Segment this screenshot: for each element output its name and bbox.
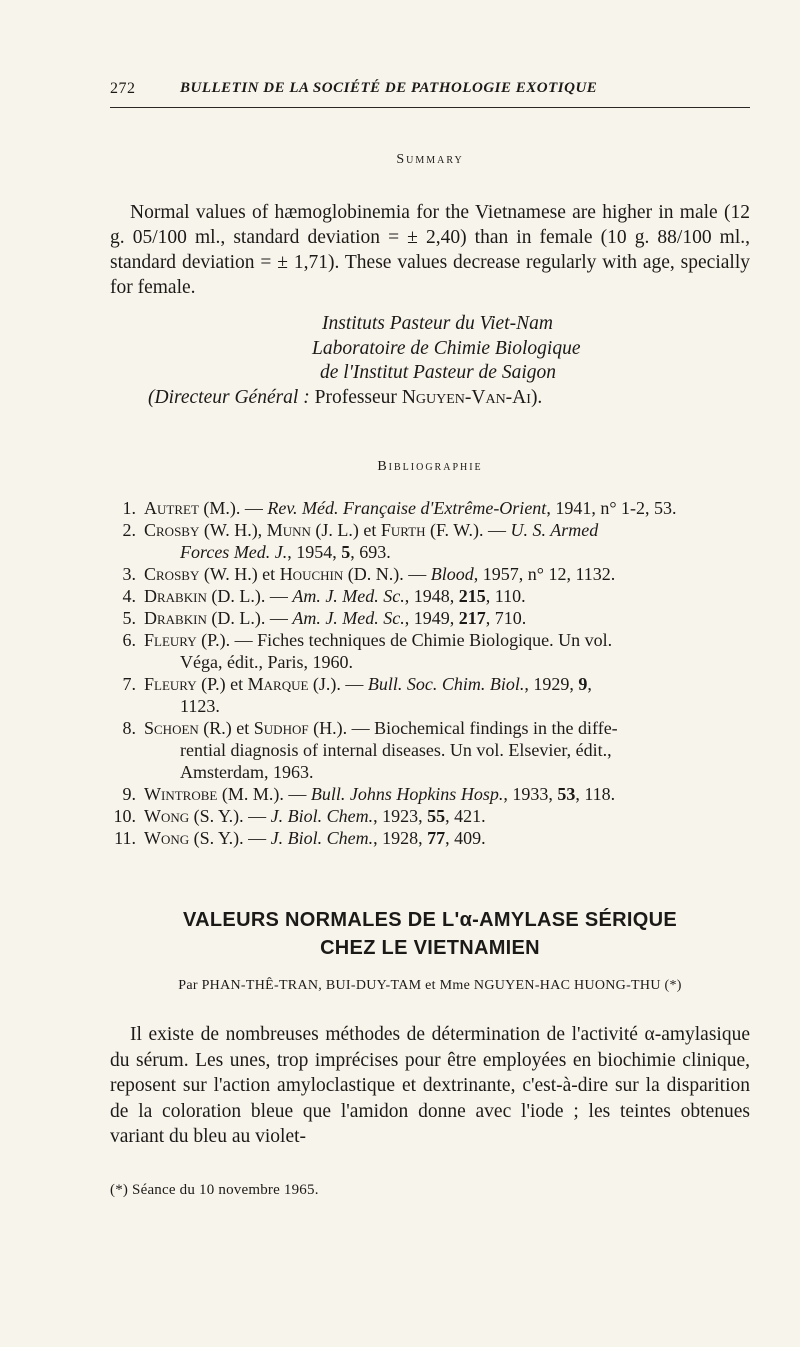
bib-item-7 [110,673,750,717]
bib-number: 11. [114,828,136,848]
bib-text: (D. L.). — [206,586,293,606]
summary-paragraph: Normal values of hæmoglobinemia for the Vietnamese are higher in male (12 g. 05/100 ml., standard deviation = ± 2,40) than in female (10 g. 88/100 ml., standard deviation = ± 1,71). These values decrease regularly with age, specially for female. [110,202,750,298]
director-name: Nguyen-Van-Ai [401,386,531,408]
bib-journal: J. Biol. Chem. [270,806,374,826]
bib-text: , 1949, [404,608,459,628]
director-suffix: ). [530,386,543,408]
bib-text: (M.). — [198,498,268,518]
article-body-paragraph: Il existe de nombreuses méthodes de détermination de l'activité α-amylasique du sérum. Les unes, trop imprécises pour être employées en biochimie clinique, reposent sur l'action amyloclastique et dextrinante, c'est-à-dire sur la disparition de la coloration bleue que l'amidon donne avec l'iode ; les teintes obtenues variant du bleu au violet- [110,1024,750,1147]
bib-item-8 [110,717,750,783]
bib-text: (W. H.) et [199,564,280,584]
summary-heading: Summary [396,152,464,167]
bib-text: , 409. [445,828,486,848]
bib-journal: U. S. Armed [510,520,599,540]
bib-volume: 215 [458,586,486,606]
header-rule [110,107,750,108]
affiliation-block [110,312,750,410]
affiliation-line-1: Instituts Pasteur du Viet-Nam [322,313,553,334]
bib-text: (P.). — Fiches techniques de Chimie Biologique. Un vol. [196,630,613,650]
bibliography-heading: Bibliographie [377,459,483,474]
bib-item-11 [110,827,750,849]
bib-item-10 [110,805,750,827]
bib-journal: Bull. Soc. Chim. Biol. [367,674,525,694]
bib-item-6 [110,629,750,673]
bib-author: Crosby [144,564,200,584]
bib-volume: 5 [341,542,351,562]
page-number: 272 [110,80,136,97]
bib-number: 10. [113,806,136,826]
bib-journal: Rev. Méd. Française d'Extrême-Orient [267,498,547,518]
article-title-line-2: CHEZ LE VIETNAMIEN [320,937,540,959]
affiliation-line-3: de l'Institut Pasteur de Saigon [320,362,556,383]
bib-volume: 77 [427,828,446,848]
bib-number: 9. [122,784,136,804]
article-title [110,906,750,962]
bib-number: 3. [122,564,136,584]
bib-volume: 55 [427,806,446,826]
bib-number: 1. [122,498,136,518]
bib-text: (D. N.). — [343,564,431,584]
bib-author: Munn [266,520,311,540]
bib-text: rential diagnosis of internal diseases. Un vol. Elsevier, édit., [180,740,612,760]
bib-text: , 421. [445,806,486,826]
bib-author: Furth [380,520,426,540]
bib-text: , 110. [485,586,526,606]
bib-number: 5. [122,608,136,628]
bibliography-list [110,497,750,849]
bib-item-5 [110,607,750,629]
bib-author: Wong [144,828,190,848]
bib-author: Marque [247,674,309,694]
bib-journal: Am. J. Med. Sc. [292,586,405,606]
bib-text: (H.). — Biochemical findings in the diffe- [308,718,618,738]
journal-title: BULLETIN DE LA SOCIÉTÉ DE PATHOLOGIE EXOTIQUE [180,80,598,96]
bib-journal: J. Biol. Chem. [270,828,374,848]
bib-text: (S. Y.). — [189,828,271,848]
bib-number: 2. [122,520,136,540]
bib-text: (F. W.). — [425,520,511,540]
bib-text: Véga, édit., Paris, 1960. [180,652,353,672]
bib-text: , [587,674,592,694]
bib-text: , 710. [485,608,527,628]
bib-number: 8. [122,718,136,738]
bib-text: , 1954, [287,542,342,562]
bib-text: , 1933, [503,784,558,804]
bib-author: Fleury [144,630,197,650]
bib-text: , 1957, n° 12, 1132. [473,564,616,584]
bib-text: 1123. [180,696,220,716]
running-head [110,78,750,104]
bib-item-3 [110,563,750,585]
bib-number: 6. [122,630,136,650]
bib-text: (M. M.). — [217,784,311,804]
bib-item-1 [110,497,750,519]
bib-volume: 217 [458,608,486,628]
bib-journal: Am. J. Med. Sc. [292,608,405,628]
bib-author: Crosby [144,520,200,540]
bib-text: (W. H.), [199,520,267,540]
bib-text: (P.) et [196,674,248,694]
bib-item-4 [110,585,750,607]
bib-text: , 693. [350,542,391,562]
bib-author: Wintrobe [144,784,218,804]
footnote: (*) Séance du 10 novembre 1965. [110,1182,319,1198]
bib-text: , 1928, [373,828,428,848]
bib-item-9 [110,783,750,805]
bib-author: Houchin [279,564,344,584]
bib-volume: 53 [557,784,576,804]
bib-text: , 1948, [404,586,459,606]
bib-journal: Forces Med. J. [180,542,288,562]
bib-journal: Bull. Johns Hopkins Hosp. [310,784,504,804]
article-title-line-1: VALEURS NORMALES DE L'α-AMYLASE SÉRIQUE [183,909,677,931]
bib-volume: 9 [578,674,588,694]
bib-author: Wong [144,806,190,826]
bib-text: Amsterdam, 1963. [180,762,314,782]
bib-text: , 1929, [524,674,579,694]
bib-text: , 1941, n° 1-2, 53. [546,498,677,518]
bib-text: (J.). — [308,674,368,694]
bib-author: Fleury [144,674,197,694]
bib-text: , 1923, [373,806,428,826]
article-authors: Par PHAN-THÊ-TRAN, BUI-DUY-TAM et Mme NGUYEN-HAC HUONG-THU (*) [178,978,682,993]
affiliation-line-2: Laboratoire de Chimie Biologique [312,337,581,359]
director-title: Professeur [314,386,397,408]
bib-author: Schoen [144,718,199,738]
affiliation-line-4 [110,386,750,411]
bib-author: Drabkin [144,586,207,606]
bib-author: Sudhof [253,718,309,738]
director-label: (Directeur Général : [148,386,310,408]
bib-author: Drabkin [144,608,207,628]
bib-text: (D. L.). — [206,608,293,628]
bib-number: 7. [122,674,136,694]
bib-journal: Blood [430,564,474,584]
bib-text: (J. L.) et [310,520,381,540]
bib-text: , 118. [575,784,616,804]
bib-item-2 [110,519,750,563]
bib-text: (R.) et [198,718,254,738]
bib-author: Autret [144,498,199,518]
bib-number: 4. [122,586,136,606]
bib-text: (S. Y.). — [189,806,271,826]
